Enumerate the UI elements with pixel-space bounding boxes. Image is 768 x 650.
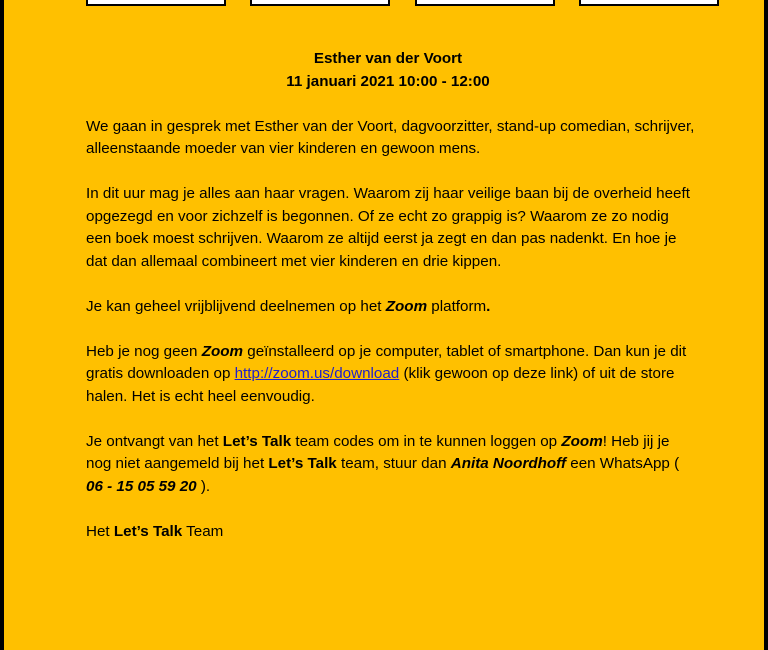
signature: [86, 521, 696, 544]
zoom-period: .: [486, 297, 491, 315]
team-name-1: Let’s Talk: [222, 432, 292, 450]
signature-team: Let’s Talk: [113, 522, 183, 540]
zoom-download-link[interactable]: http://zoom.us/download: [234, 365, 400, 382]
zoom-paragraph: [86, 296, 696, 319]
zoom-text-before: Je kan geheel vrijblijvend deelnemen op het: [86, 297, 386, 315]
install-text-1: Heb je nog geen: [86, 342, 202, 360]
team-name-2: Let’s Talk: [268, 455, 337, 472]
contact-name: Anita Noordhoff: [450, 455, 567, 472]
right-border: [764, 0, 768, 650]
install-text-3: (klik gewoon op deze link) of uit de store halen. Het is echt heel eenvoudig.: [86, 365, 675, 405]
codes-text-6: ).: [196, 477, 211, 495]
codes-text-1: Je ontvangt van het: [86, 432, 223, 450]
codes-text-3: ! Heb jij je nog niet aangemeld bij het: [86, 432, 670, 472]
codes-paragraph: [86, 431, 696, 499]
install-text-2: geïnstalleerd op je computer, tablet of smartphone. Dan kun je dit gratis downloaden op: [86, 342, 687, 382]
codes-zoom-name: Zoom: [561, 432, 603, 450]
left-border: [0, 0, 4, 650]
intro-paragraph: We gaan in gesprek met Esther van der Voort, dagvoorzitter, stand-up comedian, schrijver, alleenstaande moeder van vier kinderen en gewoon mens.: [86, 117, 695, 157]
signature-before: Het: [86, 522, 114, 540]
codes-text-2: team codes om in te kunnen loggen op: [291, 432, 562, 450]
contact-phone: 06 - 15 05 59 20: [86, 477, 197, 495]
top-box-1: [86, 0, 226, 6]
install-paragraph: [86, 341, 696, 409]
codes-text-5: een WhatsApp (: [566, 455, 680, 472]
top-box-4: [579, 0, 719, 6]
speaker-name: Esther van der Voort: [313, 50, 463, 67]
questions-paragraph: In dit uur mag je alles aan haar vragen. Waarom zij haar veilige baan bij de overheid heeft opgezegd en voor zichzelf is begonnen. Of ze echt zo grappig is? Waarom ze zo nodig een boek moest schrijven. Waarom ze altijd eerst ja zegt en dan pas nadenkt. En hoe je dat dan allemaal combineert met vier kinderen en drie kippen.: [86, 185, 690, 270]
top-box-2: [250, 0, 390, 6]
install-zoom-name: Zoom: [201, 342, 244, 360]
signature-after: Team: [182, 522, 224, 540]
codes-text-4: team, stuur dan: [336, 455, 451, 472]
flyer-content: [86, 48, 696, 543]
top-box-3: [415, 0, 555, 6]
zoom-name: Zoom: [385, 297, 428, 315]
zoom-text-after: platform: [427, 297, 487, 315]
event-header: [80, 48, 696, 93]
event-datetime: 11 januari 2021 10:00 - 12:00: [286, 72, 490, 90]
